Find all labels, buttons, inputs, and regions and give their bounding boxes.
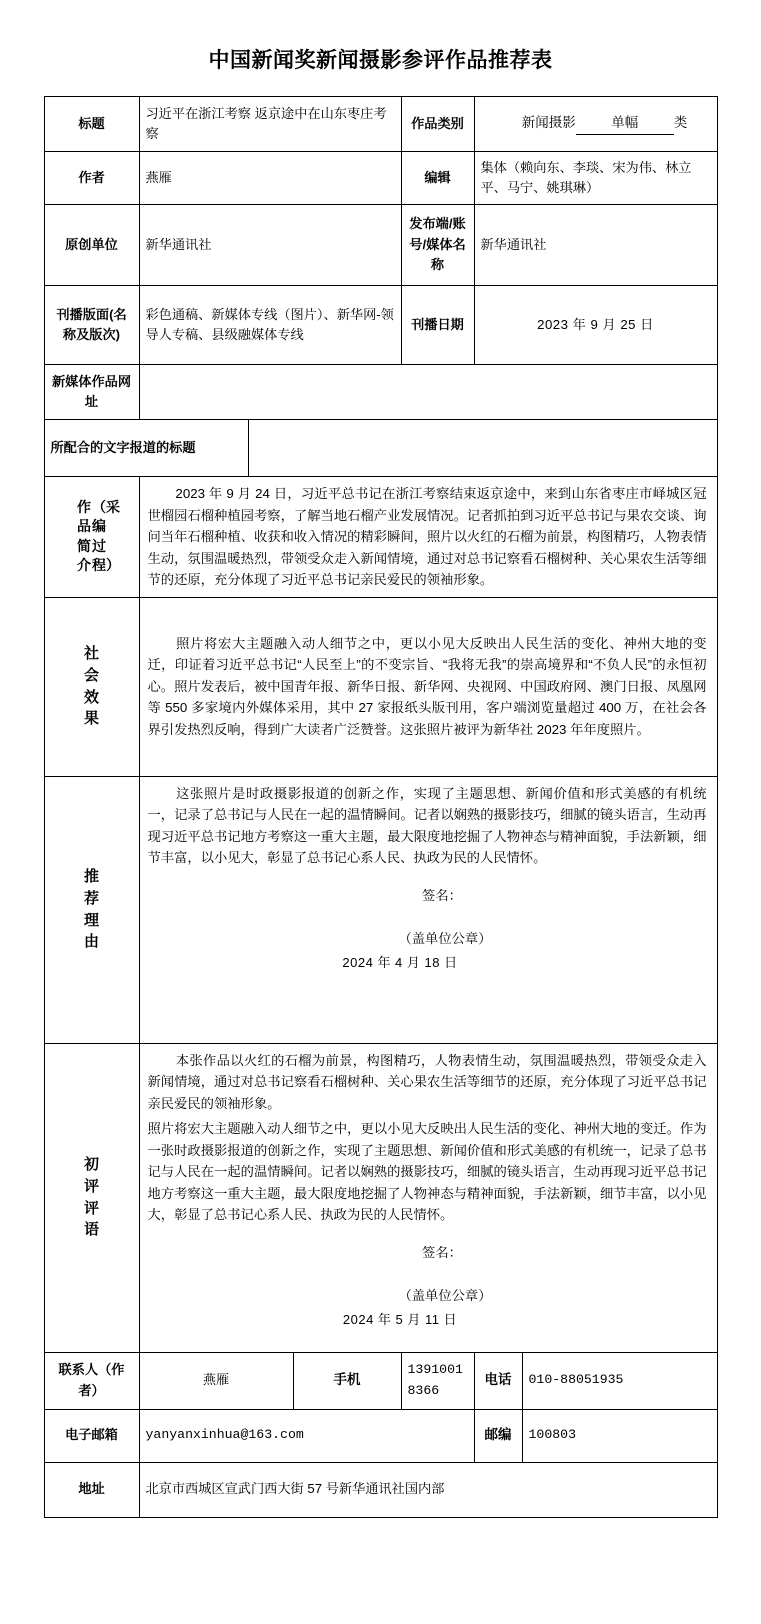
recommendation-form-table (44, 96, 718, 1518)
social-effect-value-cell (139, 597, 717, 776)
page-title: 中国新闻奖新闻摄影参评作品推荐表 (208, 49, 553, 72)
social-effect-label-cell (44, 597, 139, 776)
editor-label: 编辑 (401, 152, 474, 205)
category-suffix: 类 (673, 115, 688, 131)
brief-value-cell (139, 477, 717, 598)
table-row-companion-report (44, 420, 717, 477)
initial-review-label-cell (44, 1043, 139, 1352)
publish-channel-label: 发布端/账号/媒体名称 (401, 205, 474, 286)
publish-page-label: 刊播版面(名称及版次) (44, 286, 139, 365)
initial-review-seal-label: （盖单位公章） (398, 1288, 492, 1304)
phone-label: 电话 (474, 1352, 522, 1409)
table-row-initial-review (44, 1043, 717, 1352)
recommendation-date: 2024 年 4 月 18 日 (342, 955, 458, 971)
title-label: 标题 (44, 97, 139, 152)
editor-value: 集体（赖向东、李琰、宋为伟、林立平、马宁、姚琪琳） (474, 152, 717, 205)
initial-review-label: 初评评语 (84, 1156, 100, 1239)
table-row-email (44, 1409, 717, 1462)
social-effect-text: 照片将宏大主题融入动人细节之中，更以小见大反映出人民生活的变化、神州大地的变迁，印证着习近平总书记“人民至上”的不变宗旨、“我将无我”的崇高境界和“不负人民”的永恒初心。照片发表后，被中国青年报、新华日报、新华网、央视网、中国政府网、澳门日报、凤凰网等 550 多家境内外媒体采用，其中 27 家报纸头版刊用，客户端浏览量超过 400 万，在社会各界引发热烈反响，得到广大读者广泛赞誉。这张照片被评为新华社 2023 年年度照片。 (147, 635, 707, 737)
category-value-cell (474, 97, 717, 152)
brief-label-left: 作品简介 (77, 498, 91, 574)
publish-date-label: 刊播日期 (401, 286, 474, 365)
table-row-publish-page (44, 286, 717, 365)
initial-review-date: 2024 年 5 月 11 日 (342, 1312, 458, 1328)
mobile-label: 手机 (293, 1352, 401, 1409)
email-label: 电子邮箱 (44, 1409, 139, 1462)
phone-value: 010-88051935 (522, 1352, 717, 1409)
category-blank: 单幅 (576, 113, 674, 135)
brief-label-right: （采编过程） (92, 498, 120, 574)
recommendation-signature-label: 签名： (422, 887, 462, 903)
recommendation-seal-label: （盖单位公章） (398, 931, 492, 947)
mobile-value: 13910018366 (401, 1352, 474, 1409)
table-row-contact (44, 1352, 717, 1409)
companion-report-value (248, 420, 717, 477)
original-unit-value: 新华通讯社 (139, 205, 401, 286)
table-row-social-effect (44, 597, 717, 776)
companion-report-label: 所配合的文字报道的标题 (44, 420, 248, 477)
category-label: 作品类别 (401, 97, 474, 152)
initial-review-paragraph-1: 本张作品以火红的石榴为前景，构图精巧，人物表情生动，氛围温暖热烈，带领受众走入新闻情境，通过对总书记察看石榴树种、关心果农生活等细节的还原，充分体现了习近平总书记亲民爱民的领袖形象。 (147, 1052, 707, 1111)
category-prefix: 新闻摄影 (521, 115, 576, 131)
recommendation-signature-block (146, 871, 711, 974)
brief-label-cell (44, 477, 139, 598)
social-effect-label: 社会效果 (84, 645, 100, 728)
publish-page-value: 彩色通稿、新媒体专线（图片）、新华网-领导人专稿、县级融媒体专线 (139, 286, 401, 365)
zip-label: 邮编 (474, 1409, 522, 1462)
author-label: 作者 (44, 152, 139, 205)
initial-review-paragraph-2: 照片将宏大主题融入动人细节之中，更以小见大反映出人民生活的变化、神州大地的变迁。作为一张时政摄影报道的创新之作，实现了主题思想、新闻价值和形式美感的有机统一，记录了总书记与人民在一起的温情瞬间。记者以娴熟的摄影技巧，细腻的镜头语言，生动再现习近平总书记地方考察这一重大主题，最大限度地挖掘了人物神态与精神面貌，手法新颖，细节丰富，以小见大，彰显了总书记心系人民、执政为民的人民情怀。 (147, 1121, 707, 1223)
address-value: 北京市西城区宣武门西大街 57 号新华通讯社国内部 (139, 1462, 717, 1517)
original-unit-label: 原创单位 (44, 205, 139, 286)
table-row-brief (44, 477, 717, 598)
recommendation-label-cell (44, 776, 139, 1043)
initial-review-signature-block (146, 1228, 711, 1331)
title-value: 习近平在浙江考察 返京途中在山东枣庄考察 (139, 97, 401, 152)
table-row-author (44, 152, 717, 205)
initial-review-signature-label: 签名： (422, 1244, 462, 1260)
publish-date-value: 2023 年 9 月 25 日 (474, 286, 717, 365)
author-value: 燕雁 (139, 152, 401, 205)
recommendation-value-cell (139, 776, 717, 1043)
brief-text: 2023 年 9 月 24 日，习近平总书记在浙江考察结束返京途中，来到山东省枣庄市峄城区冠世榴园石榴种植园考察，了解当地石榴产业发展情况。记者抓拍到习近平总书记与果农交谈、询问当年石榴种植、收获和收入情况的精彩瞬间，照片以火红的石榴为前景，构图精巧，人物表情生动，氛围温暖热烈，带领受众走入新闻情境，通过对总书记察看石榴树种、关心果农生活等细节的还原，充分体现了习近平总书记亲民爱民的领袖形象。 (147, 486, 707, 588)
recommendation-label: 推荐理由 (84, 868, 100, 951)
table-row-new-media-url (44, 365, 717, 420)
address-label: 地址 (44, 1462, 139, 1517)
new-media-url-label: 新媒体作品网址 (44, 365, 139, 420)
publish-channel-value: 新华通讯社 (474, 205, 717, 286)
table-row-original-unit (44, 205, 717, 286)
contact-value: 燕雁 (139, 1352, 293, 1409)
initial-review-value-cell (139, 1043, 717, 1352)
table-row-title (44, 97, 717, 152)
contact-label: 联系人（作者） (44, 1352, 139, 1409)
table-row-recommendation (44, 776, 717, 1043)
new-media-url-value (139, 365, 717, 420)
email-value: yanyanxinhua@163.com (139, 1409, 474, 1462)
brief-vertical-label (51, 498, 133, 576)
recommendation-text: 这张照片是时政摄影报道的创新之作，实现了主题思想、新闻价值和形式美感的有机统一，记录了总书记与人民在一起的温情瞬间。记者以娴熟的摄影技巧，细腻的镜头语言，生动再现习近平总书记地方考察这一重大主题，最大限度地挖掘了人物神态与精神面貌，手法新颖，细节丰富，以小见大，彰显了总书记心系人民、执政为民的人民情怀。 (147, 785, 707, 866)
zip-value: 100803 (522, 1409, 717, 1462)
table-row-address (44, 1462, 717, 1517)
